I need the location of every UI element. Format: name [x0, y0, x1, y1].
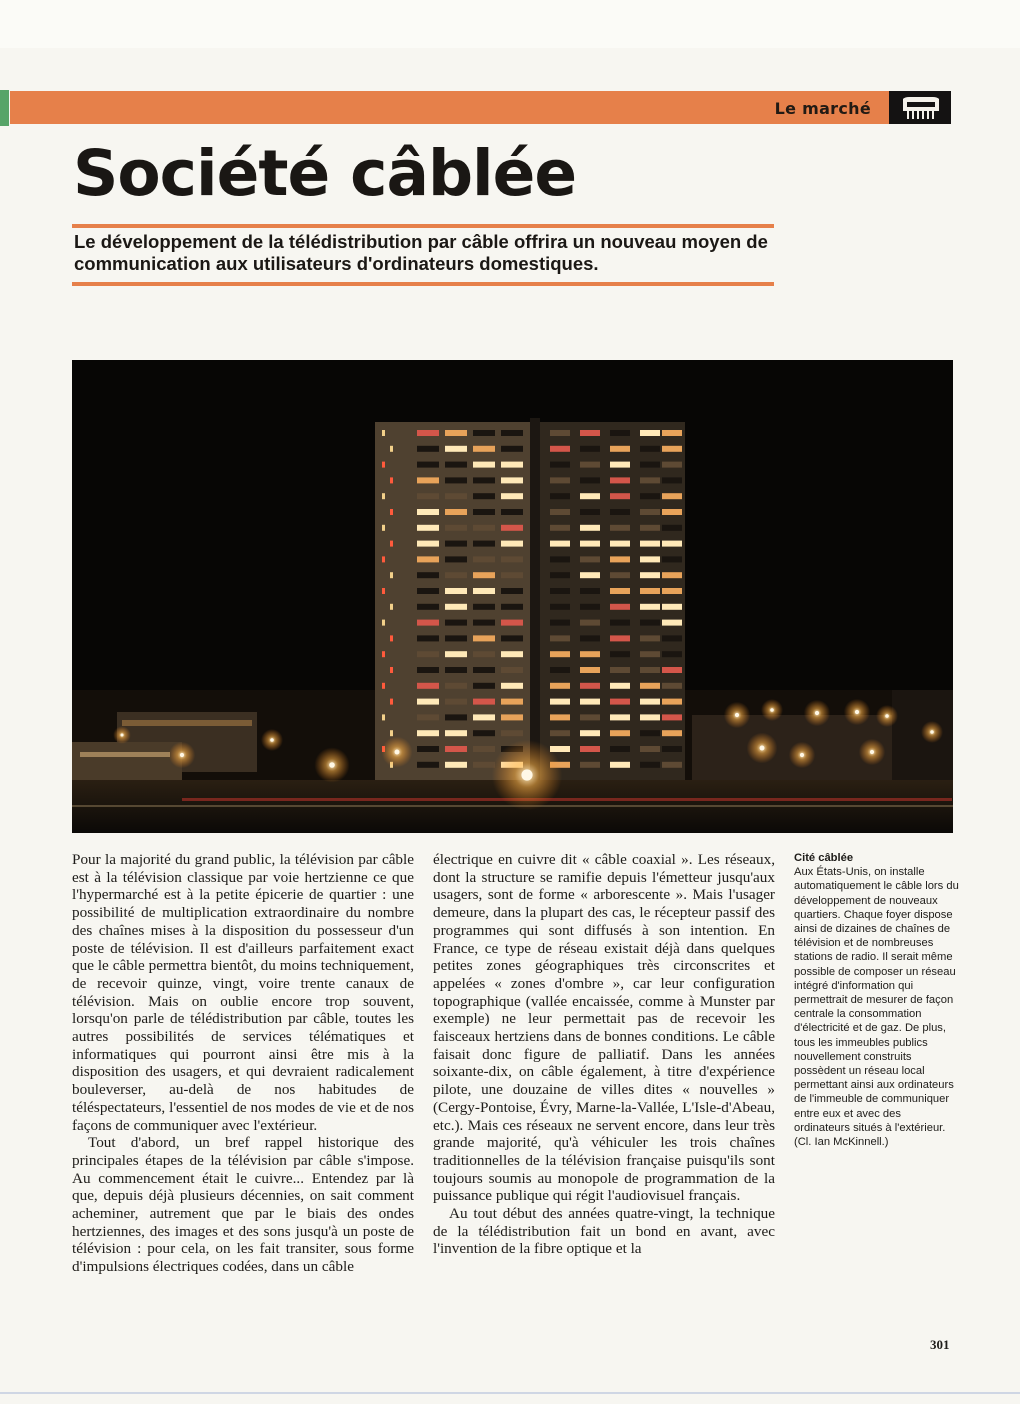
caption-title: Cité câblée [794, 852, 854, 864]
tower-window [580, 746, 600, 752]
tower-window [501, 462, 523, 468]
tower-window [610, 430, 630, 436]
tower-window [640, 525, 660, 531]
street-light-core [760, 746, 765, 751]
tower-window [445, 762, 467, 768]
tower-window [550, 541, 570, 547]
tower-window [501, 683, 523, 689]
tower-window [610, 572, 630, 578]
tower-window [445, 430, 467, 436]
tower-window [662, 714, 682, 720]
tower-window [640, 588, 660, 594]
tower-window [473, 541, 495, 547]
tower-window [580, 699, 600, 705]
tower-window [501, 667, 523, 673]
tower-window [417, 525, 439, 531]
photo-caption [794, 851, 959, 1149]
tower-window [550, 699, 570, 705]
tower-window [417, 430, 439, 436]
street-light-core [885, 714, 889, 718]
tower-window [550, 509, 570, 515]
tower-window [501, 525, 523, 531]
street-light-core [735, 713, 739, 717]
tower-window [445, 651, 467, 657]
lede-bottom-rule [72, 282, 774, 286]
tower-window [501, 572, 523, 578]
caption-credit: (Cl. Ian McKinnell.) [794, 1136, 889, 1149]
tower-window [550, 588, 570, 594]
tower-window [662, 541, 682, 547]
tower-window [550, 746, 570, 752]
tower-window [445, 620, 467, 626]
tower-side-window [382, 525, 385, 531]
tower-side-window [382, 651, 385, 657]
tower-window [662, 635, 682, 641]
body-paragraph: Au tout début des années quatre-vingt, la technique de la télédistribution fait un bond en avant, avec l'invention de la fibre optique et la [433, 1205, 775, 1258]
tower-window [445, 667, 467, 673]
tower-window [473, 509, 495, 515]
page-bottom-edge [0, 1392, 1020, 1394]
tower-window [610, 493, 630, 499]
tower-window [640, 477, 660, 483]
tower-window [640, 572, 660, 578]
tower-window [501, 730, 523, 736]
tower-side-window [382, 462, 385, 468]
tower-window [580, 762, 600, 768]
tower-window [580, 588, 600, 594]
body-paragraph: électrique en cuivre dit « câble coaxial ». Les réseaux, dont la structure se ramifie depuis l'émetteur jusqu'aux usagers, sont de forme « arborescente ». Mais l'usager demeure, dans la plupart des cas, le récepteur passif des programmes qui sont diffusés à son intention. En France, ce type de réseau existait déjà dans quelques petites zones géographiques très circonscrites et appelées « zones d'ombre », car leur configuration topographique (vallée encaissée, comme à Munster par exemple) ne leur permettait pas de recevoir les faisceaux hertziens dans de bonnes conditions. Le câble faisait donc figure de palliatif. Dans les années soixante-dix, on câble également, à titre d'expérience pilote, une douzaine de villes dites « nouvelles » (Cergy-Pontoise, Évry, Marne-la-Vallée, L'Isle-d'Abeau, etc.). Mais ces réseaux ne servent encore, dans leur très grande majorité, qu'à véhiculer les trois chaînes traditionnelles de la télévision française puisqu'ils sont toujours soumis au monopole de programmation de la puissance publique qui régit l'audiovisuel français. [433, 851, 776, 1205]
tower-window [445, 572, 467, 578]
tower-window [473, 525, 495, 531]
tower-window [610, 762, 630, 768]
tower-window [417, 746, 439, 752]
street-light-core [180, 753, 184, 757]
tower-window [445, 699, 467, 705]
tower-window [640, 446, 660, 452]
tower-window [473, 477, 495, 483]
tower-window [445, 556, 467, 562]
tower-window [580, 683, 600, 689]
tower-window [501, 477, 523, 483]
tower-window [662, 446, 682, 452]
tower-window [550, 667, 570, 673]
tower-window [550, 604, 570, 610]
tower-window [445, 683, 467, 689]
tower-window [640, 635, 660, 641]
tower-window [501, 509, 523, 515]
tower-side-window [390, 509, 393, 515]
tower-window [550, 525, 570, 531]
tower-window [417, 588, 439, 594]
tower-window [640, 620, 660, 626]
tower-window [610, 714, 630, 720]
photo-night-tower-block [72, 360, 953, 833]
tower-side-window [390, 667, 393, 673]
tower-window [550, 635, 570, 641]
tower-window [473, 762, 495, 768]
body-column-1 [72, 851, 414, 1276]
tower-side-window [390, 572, 393, 578]
tower-window [580, 430, 600, 436]
article-title: Société câblée [73, 137, 577, 210]
tower-window [640, 430, 660, 436]
tower-side-window [382, 620, 385, 626]
tower-window [640, 462, 660, 468]
tower-window [501, 714, 523, 720]
tower-window [662, 683, 682, 689]
tower-window [662, 525, 682, 531]
tower-window [473, 651, 495, 657]
street-light-core [855, 710, 859, 714]
tower-window [445, 493, 467, 499]
body-column-2 [433, 851, 775, 1258]
tower-window [473, 667, 495, 673]
section-label: Le marché [774, 99, 871, 118]
cable-connector-icon [889, 91, 951, 124]
tower-window [473, 572, 495, 578]
tower-window [662, 604, 682, 610]
caption-text: Aux États-Unis, on installe automatiquement le câble lors du développement de nouveaux quartiers. Chaque foyer dispose ainsi de dizaines de chaînes de télévision et de nombreuses stations de radio. Il serait même possible de composer un réseau intégré d'information qui permettrait de mesurer de façon centrale la consommation d'électricité et de gaz. De plus, tous les immeubles publics nouvellement construits possèdent un réseau local permettant ainsi aux ordinateurs de l'immeuble de communiquer entre eux et avec des ordinateurs situés à l'extérieur. [794, 866, 959, 1134]
tower-window [473, 430, 495, 436]
tower-window [610, 525, 630, 531]
tower-window [580, 446, 600, 452]
tower-window [662, 651, 682, 657]
tower-window [550, 556, 570, 562]
tower-window [417, 477, 439, 483]
tower-window [580, 462, 600, 468]
left-edge-marker [0, 90, 9, 126]
tower-window [417, 572, 439, 578]
tower-window [580, 635, 600, 641]
tower-window [445, 588, 467, 594]
tower-side-window [382, 683, 385, 689]
tower-window [610, 604, 630, 610]
tower-window [445, 541, 467, 547]
tower-window [580, 509, 600, 515]
tower-window [610, 509, 630, 515]
tower-window [580, 620, 600, 626]
tower-window [610, 477, 630, 483]
tower-window [610, 556, 630, 562]
tower-window [640, 762, 660, 768]
tower-window [445, 730, 467, 736]
tower-window [610, 683, 630, 689]
tower-window [640, 651, 660, 657]
tower-window [501, 651, 523, 657]
tower-window [580, 477, 600, 483]
tower-window [580, 525, 600, 531]
tower-window [445, 714, 467, 720]
body-paragraph: Pour la majorité du grand public, la télévision par câble est à la télévision classique par voie hertzienne ce que l'hypermarché est à la petite épicerie de quartier : une possibilité de multiplication extraordinaire du nombre des chaînes mises à la disposition du possesseur d'un poste de télévision. Il est d'ailleurs parfaitement exact que le câble permettra bientôt, du moins techniquement, de recevoir quinze, vingt, voire trente canaux de télévision. Mais on oublie encore trop souvent, lorsqu'on parle de télédistribution par câble, toutes les autres possibilités de services télématiques et informatiques qui pourront ainsi être mis à la disposition des usagers, et qui devraient radicalement bouleverser, au-delà de nos habitudes de téléspectateurs, l'essentiel de nos modes de vie et de nos façons de communiquer avec l'extérieur. [72, 851, 414, 1134]
tower-window [610, 620, 630, 626]
tower-window [580, 651, 600, 657]
tower-window [662, 730, 682, 736]
tower-window [417, 667, 439, 673]
tower-window [640, 493, 660, 499]
tower-side-window [382, 556, 385, 562]
tower-window [550, 493, 570, 499]
tower-window [445, 525, 467, 531]
tower-window [473, 604, 495, 610]
tower-window [610, 699, 630, 705]
page-top-margin [0, 0, 1020, 48]
tower-window [417, 635, 439, 641]
tower-window [580, 604, 600, 610]
tower-window [662, 588, 682, 594]
tower-side-window [382, 493, 385, 499]
tower-window [417, 730, 439, 736]
tower-window [580, 730, 600, 736]
tower-window [640, 604, 660, 610]
tower-window [417, 493, 439, 499]
tower-window [610, 667, 630, 673]
tower-window [640, 714, 660, 720]
tower-window [662, 667, 682, 673]
tower-side-window [382, 714, 385, 720]
tower-window [662, 556, 682, 562]
tower-window [610, 635, 630, 641]
tower-window [501, 635, 523, 641]
tower-window [640, 556, 660, 562]
street-light-core [395, 750, 400, 755]
street-light-core [270, 738, 274, 742]
tower-window [662, 699, 682, 705]
tower-window [640, 746, 660, 752]
tower-window [640, 509, 660, 515]
tower-window [580, 667, 600, 673]
tower-window [550, 477, 570, 483]
body-paragraph: Tout d'abord, un bref rappel historique des principales étapes de la télévision par câble s'impose. Au commencement était le cuivre... Entendez par là que, depuis déjà plusieurs décennies, on sait comment acheminer, autrement que par le biais des ondes hertziennes, des images et des sons jusqu'à un poste de télévision : pour cela, on les fait transiter, sous forme d'impulsions électriques codées, dans un câble [72, 1134, 414, 1276]
tower-window [445, 604, 467, 610]
tower-window [501, 430, 523, 436]
tower-window [501, 493, 523, 499]
tower-window [610, 462, 630, 468]
tower-window [662, 509, 682, 515]
tower-window [473, 493, 495, 499]
tower-window [445, 746, 467, 752]
tower-window [550, 651, 570, 657]
tower-window [610, 541, 630, 547]
street-light-core [521, 769, 532, 780]
tower-side-window [390, 446, 393, 452]
tower-window [473, 714, 495, 720]
tower-window [501, 604, 523, 610]
section-header-band [10, 91, 951, 124]
tower-window [445, 477, 467, 483]
tower-window [610, 588, 630, 594]
tower-window [580, 541, 600, 547]
page-number: 301 [930, 1337, 950, 1352]
article-lede: Le développement de la télédistribution par câble offrira un nouveau moyen de communication aux utilisateurs d'ordinateurs domestiques. [74, 231, 768, 274]
street-light-core [930, 730, 934, 734]
tower-window [610, 730, 630, 736]
tower-window [417, 699, 439, 705]
tower-window [662, 493, 682, 499]
tower-side-window [390, 604, 393, 610]
tower-side-window [390, 730, 393, 736]
tower-window [473, 556, 495, 562]
tower-window [473, 446, 495, 452]
tower-window [417, 509, 439, 515]
tower-window [640, 541, 660, 547]
tower-window [473, 683, 495, 689]
tower-window [662, 430, 682, 436]
tower-window [610, 746, 630, 752]
tower-window [662, 477, 682, 483]
tower-window [640, 683, 660, 689]
tower-window [550, 683, 570, 689]
tower-window [550, 730, 570, 736]
street-light-core [870, 750, 874, 754]
tower-window [550, 446, 570, 452]
tower-window [550, 430, 570, 436]
tower-window [662, 462, 682, 468]
tower-window [473, 746, 495, 752]
tower-window [501, 556, 523, 562]
tower-side-window [382, 430, 385, 436]
tower-window [640, 667, 660, 673]
tower-side-window [382, 588, 385, 594]
tower-window [662, 746, 682, 752]
street-light-core [329, 762, 335, 768]
tower-window [580, 556, 600, 562]
tower-window [473, 699, 495, 705]
tower-window [417, 762, 439, 768]
tower-window [417, 556, 439, 562]
tower-window [580, 572, 600, 578]
tower-window [417, 446, 439, 452]
tower-window [417, 651, 439, 657]
tower-window [550, 462, 570, 468]
tower-window [662, 620, 682, 626]
tower-window [662, 572, 682, 578]
tower-window [580, 493, 600, 499]
tower-window [640, 730, 660, 736]
tower-window [610, 651, 630, 657]
tower-window [417, 604, 439, 610]
tower-window [610, 446, 630, 452]
tower-window [473, 635, 495, 641]
tower-window [445, 509, 467, 515]
tower-window [445, 446, 467, 452]
tower-window [550, 572, 570, 578]
tower-window [473, 462, 495, 468]
tower-window [550, 620, 570, 626]
street-light-core [121, 734, 124, 737]
tower-side-window [390, 635, 393, 641]
street-light-core [770, 708, 774, 712]
tower-window [550, 714, 570, 720]
tower-window [445, 635, 467, 641]
tower-window [501, 541, 523, 547]
street-light-core [815, 711, 819, 715]
tower-side-window [390, 477, 393, 483]
tower-window [501, 446, 523, 452]
tower-window [662, 762, 682, 768]
tower-window [417, 620, 439, 626]
tower-window [501, 588, 523, 594]
tower-window [473, 620, 495, 626]
tower-window [417, 714, 439, 720]
tower-window [501, 620, 523, 626]
tower-window [473, 730, 495, 736]
tower-window [640, 699, 660, 705]
tower-side-window [390, 541, 393, 547]
tower-window [417, 462, 439, 468]
tower-window [473, 588, 495, 594]
tower-window [501, 699, 523, 705]
lede-top-rule [72, 224, 774, 228]
tower-window [417, 683, 439, 689]
street-light-core [800, 753, 804, 757]
tower-side-window [390, 699, 393, 705]
tower-window [580, 714, 600, 720]
tower-window [417, 541, 439, 547]
tower-window [445, 462, 467, 468]
